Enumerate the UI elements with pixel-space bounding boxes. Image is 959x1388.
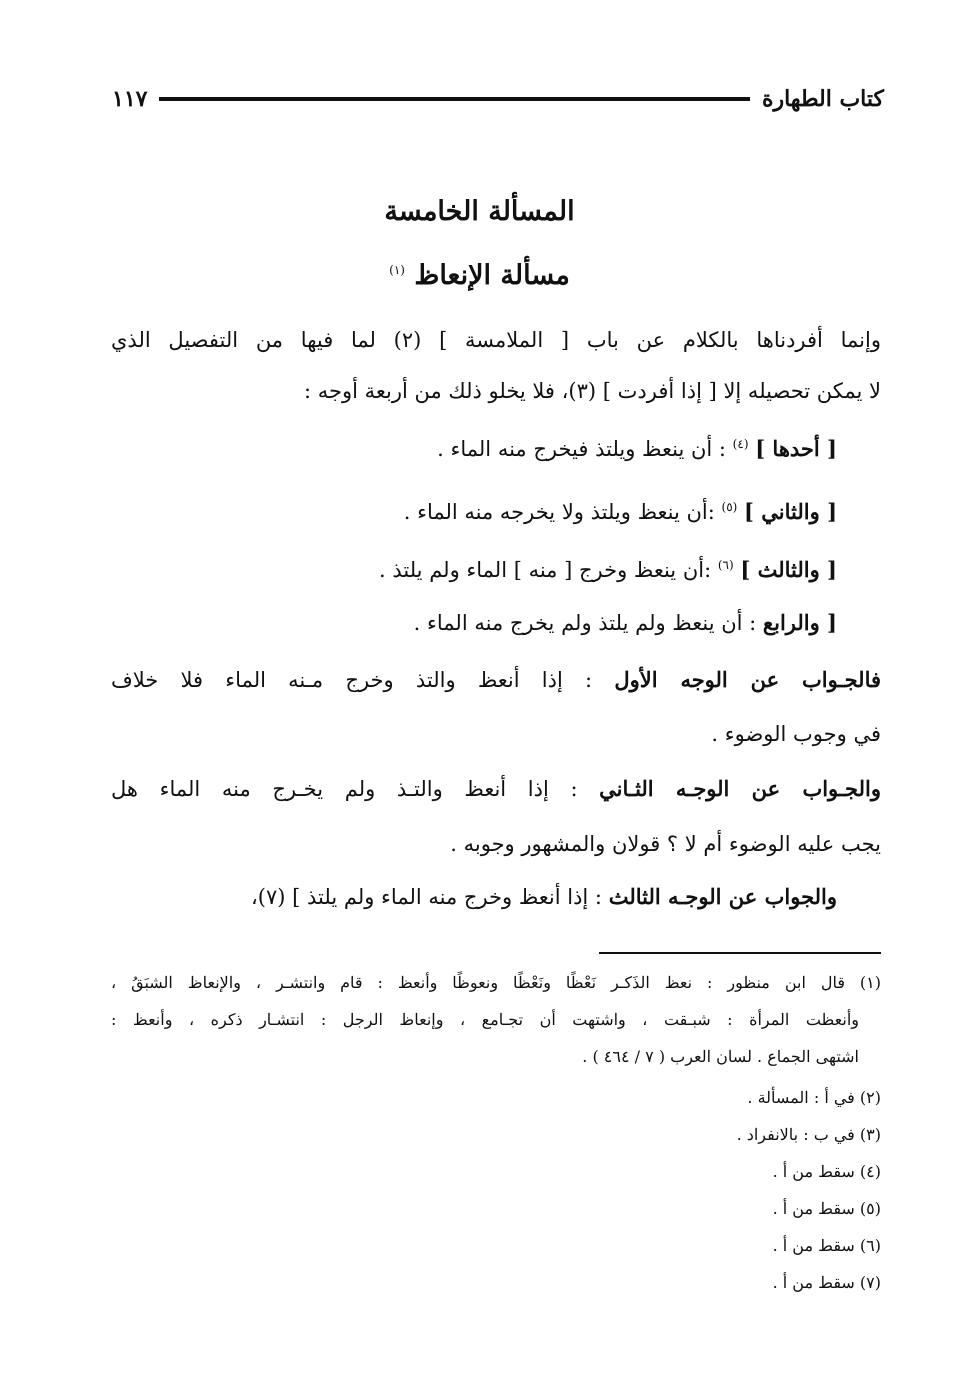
footnote-ref: (٤) [732,437,749,451]
answer-2-cont: يجب عليه الوضوء أم لا ؟ قولان والمشهور وجوبه . [450,832,881,856]
section-title-text: مسألة الإنعاظ [414,260,570,291]
case-text: :أن ينعظ ويلتذ ولا يخرجه منه الماء . [403,500,715,524]
case-3 [111,543,837,587]
footnote-ref: (٦) [717,558,734,572]
answer-3 [111,875,837,919]
answer-label: والجواب عن الوجـه الثالث [608,884,837,909]
header-rule [159,97,750,101]
footnote-3: (٣) في ب : بالانفراد . [736,1125,881,1144]
answer-text: : إذا أنعظ وخرج منه الماء ولم يلتذ ] (٧)، [251,885,603,909]
footnote-ref: (٥) [721,500,738,514]
book-title: كتاب الطهارة [761,86,884,112]
answer-1 [111,658,881,702]
chapter-title: المسألة الخامسة [384,196,575,227]
section-title [0,260,959,291]
intro-line-2: لا يمكن تحصيله إلا [ إذا أفردت ] (٣)، فلا يخلو ذلك من أربعة أوجه : [303,379,881,403]
footnote-1-line-2: وأنعظت المرأة : شبـقت ، واشتهت أن تجـامع ، وإنعاظ الرجل : انتشـار ذكره ، وأنعظ : [111,1010,859,1029]
footnote-6: (٦) سقط من أ . [772,1236,881,1255]
case-1 [111,422,837,466]
case-4 [111,601,837,645]
answer-label: والجـواب عن الوجـه الثـاني [599,776,881,801]
running-header [112,82,884,116]
footnote-5: (٥) سقط من أ . [772,1199,881,1218]
answer-text: : إذا أنعظ والتـذ ولم يخـرج منه الماء هل [111,777,578,801]
answer-text: : إذا أنعظ والتذ وخرج مـنه الماء فلا خلاف [111,668,593,692]
footnote-7: (٧) سقط من أ . [772,1273,881,1292]
case-label: [ أحدها ] [755,436,837,461]
case-text: : أن ينعظ ولم يلتذ ولم يخرج منه الماء . [413,611,757,635]
footnote-1-line-3: اشتهى الجماع . لسان العرب ( ٧ / ٤٦٤ ) . [582,1047,859,1066]
footnote-ref: (١) [389,263,405,277]
case-text: :أن ينعظ وخرج [ منه ] الماء ولم يلتذ . [379,558,712,582]
answer-1-cont: في وجوب الوضوء . [711,722,881,746]
case-2 [111,485,837,529]
case-label: [ والثالث ] [740,557,837,582]
answer-label: فالجـواب عن الوجه الأول [614,667,882,692]
case-label: [ والرابع [762,610,837,635]
page-number: ١١٧ [112,86,148,112]
case-text: : أن ينعظ ويلتذ فيخرج منه الماء . [437,437,726,461]
case-label: [ والثاني ] [744,499,837,524]
footnote-2: (٢) في أ : المسألة . [747,1088,881,1107]
footnote-1-line-1: (١) قال ابن منظور : نعظ الذَكـر نَعْظًا ونَعْظًا ونعوظًا وأنعظ : قام وانتشـر ، والإنعاظ الشبَقُ ، [111,973,881,992]
answer-2 [111,767,881,811]
footnote-4: (٤) سقط من أ . [772,1162,881,1181]
footnote-separator [599,952,881,954]
intro-line-1: وإنما أفردناها بالكلام عن باب [ الملامسة ] (٢) لما فيها من التفصيل الذي [111,328,881,352]
